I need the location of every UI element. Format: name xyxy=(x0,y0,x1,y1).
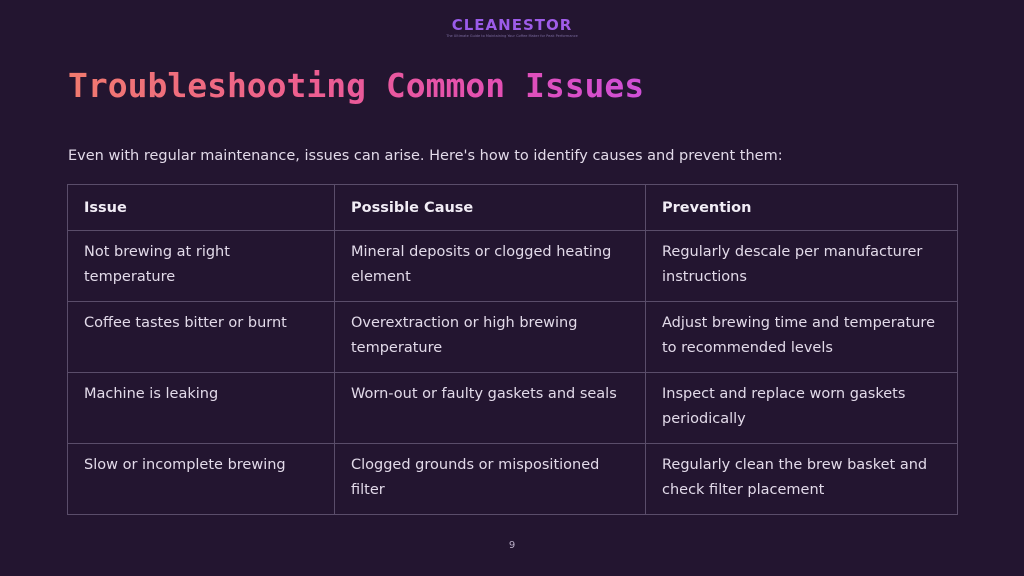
table-header-row xyxy=(68,185,958,231)
cell-prevention: Adjust brewing time and temperature to recommended levels xyxy=(646,302,958,373)
table-row xyxy=(68,231,958,302)
header-possible-cause: Possible Cause xyxy=(335,185,646,231)
cell-cause: Mineral deposits or clogged heating element xyxy=(335,231,646,302)
logo-tagline: The Ultimate Guide to Maintaining Your Coffee Maker for Peak Performance xyxy=(446,34,578,38)
cell-prevention: Regularly descale per manufacturer instructions xyxy=(646,231,958,302)
cell-cause: Overextraction or high brewing temperature xyxy=(335,302,646,373)
cell-issue: Slow or incomplete brewing xyxy=(68,444,335,515)
cell-cause: Clogged grounds or mispositioned filter xyxy=(335,444,646,515)
page-number: 9 xyxy=(508,540,516,551)
cell-prevention: Inspect and replace worn gaskets periodically xyxy=(646,373,958,444)
cell-prevention: Regularly clean the brew basket and check filter placement xyxy=(646,444,958,515)
cell-cause: Worn-out or faulty gaskets and seals xyxy=(335,373,646,444)
cell-issue: Coffee tastes bitter or burnt xyxy=(68,302,335,373)
brand-logo xyxy=(0,16,1024,39)
table-row xyxy=(68,444,958,515)
cell-issue: Machine is leaking xyxy=(68,373,335,444)
table-row xyxy=(68,302,958,373)
header-issue: Issue xyxy=(68,185,335,231)
intro-text: Even with regular maintenance, issues can arise. Here's how to identify causes and prevent them: xyxy=(68,148,783,164)
troubleshooting-table xyxy=(67,184,958,515)
table-row xyxy=(68,373,958,444)
logo-wordmark: CLEANESTOR xyxy=(0,16,1024,34)
slide-title: Troubleshooting Common Issues xyxy=(68,64,644,108)
cell-issue: Not brewing at right temperature xyxy=(68,231,335,302)
header-prevention: Prevention xyxy=(646,185,958,231)
